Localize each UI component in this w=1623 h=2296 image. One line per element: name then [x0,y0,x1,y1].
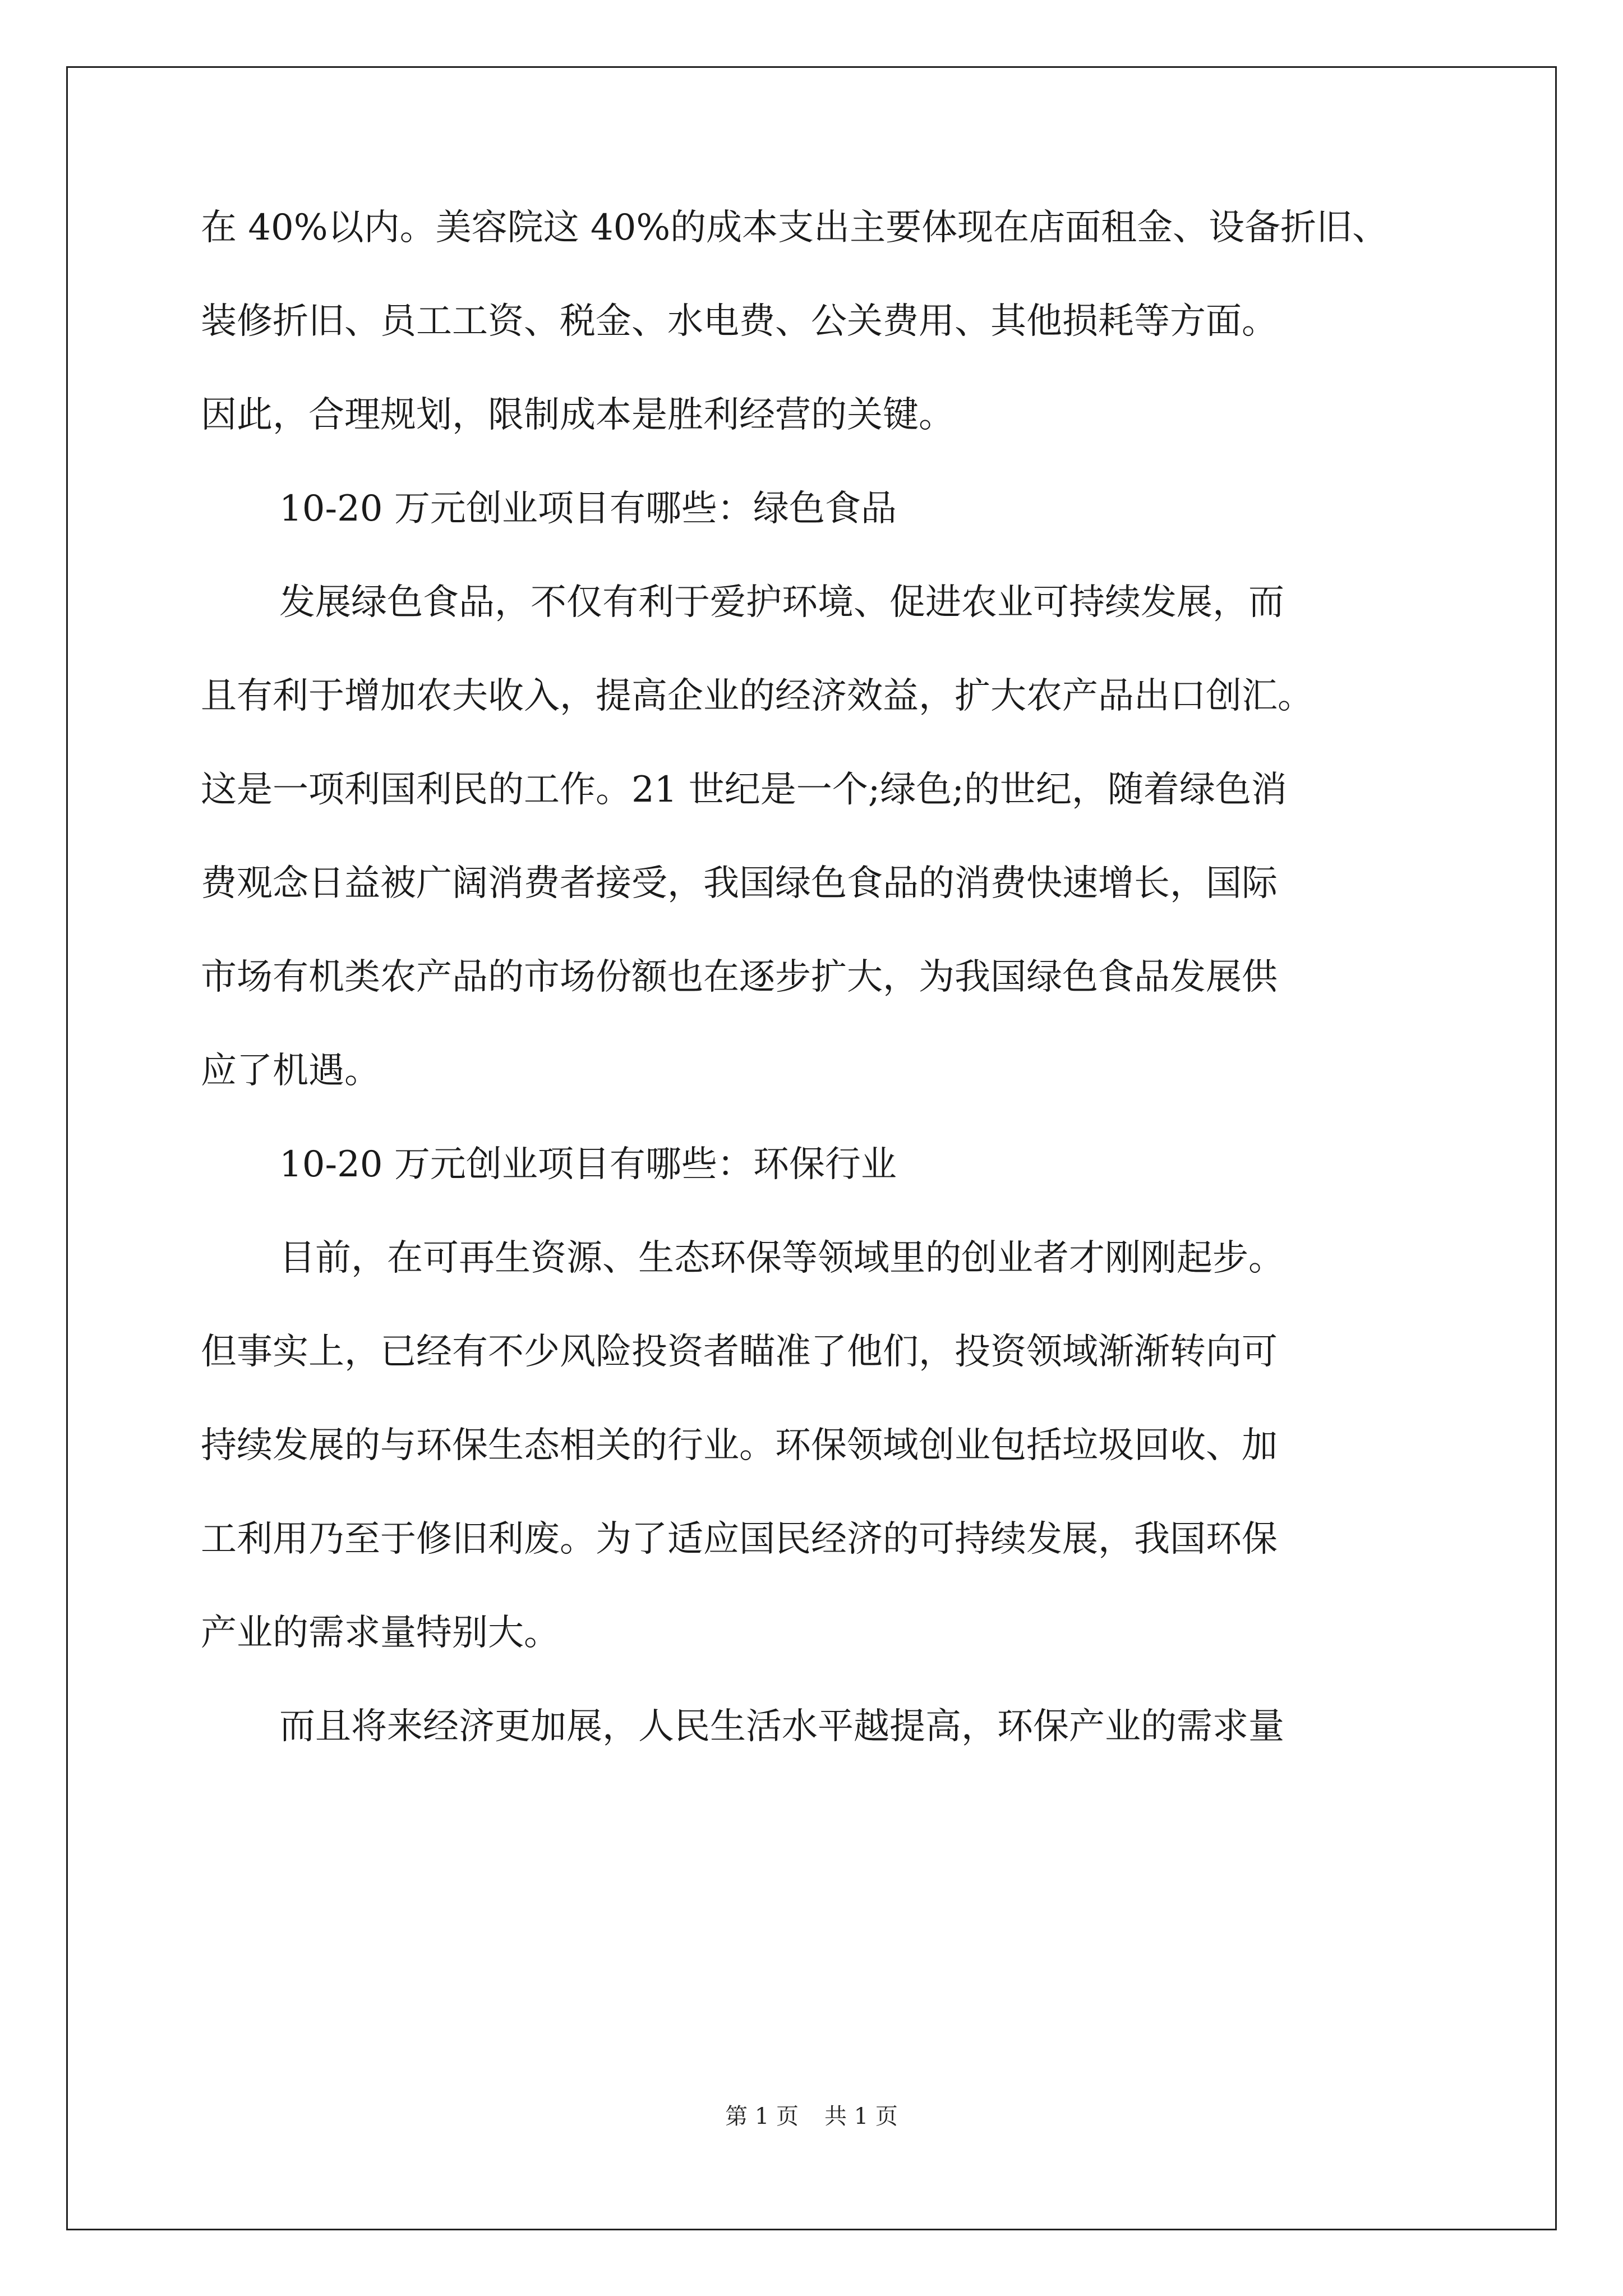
text-line: 发展绿色食品，不仅有利于爱护环境、促进农业可持续发展，而 [279,582,1284,623]
text-line: 应了机遇。 [201,1050,380,1092]
text-line: 持续发展的与环保生态相关的行业。环保领域创业包括垃圾回收、加 [201,1425,1278,1466]
text-line: 而且将来经济更加展，人民生活水平越提高，环保产业的需求量 [279,1706,1284,1747]
text-line: 产业的需求量特别大。 [201,1612,560,1654]
page-number-current: 第 1 页 [725,2104,799,2129]
page-footer [0,2102,1623,2131]
text-line: 市场有机类农产品的市场份额也在逐步扩大，为我国绿色食品发展供 [201,956,1278,998]
text-line: 且有利于增加农夫收入，提高企业的经济效益，扩大农产品出口创汇。 [201,675,1313,717]
text-line: 在 40%以内。美容院这 40%的成本支出主要体现在店面租金、设备折旧、 [201,207,1389,249]
text-line: 工利用乃至于修旧利废。为了适应国民经济的可持续发展，我国环保 [201,1519,1278,1560]
text-line: 这是一项利国利民的工作。21 世纪是一个;绿色;的世纪，随着绿色消 [201,769,1287,811]
text-line: 费观念日益被广阔消费者接受，我国绿色食品的消费快速增长，国际 [201,863,1278,904]
text-line: 但事实上，已经有不少风险投资者瞄准了他们，投资领域渐渐转向可 [201,1331,1278,1373]
text-line: 装修折旧、员工工资、税金、水电费、公关费用、其他损耗等方面。 [201,301,1278,342]
text-line: 因此，合理规划，限制成本是胜利经营的关键。 [201,394,955,436]
section-heading-environmental-industry: 10-20 万元创业项目有哪些：环保行业 [279,1144,897,1185]
text-line: 目前，在可再生资源、生态环保等领域里的创业者才刚刚起步。 [279,1237,1284,1279]
section-heading-green-food: 10-20 万元创业项目有哪些：绿色食品 [279,488,897,530]
page-number-total: 共 1 页 [824,2104,898,2129]
